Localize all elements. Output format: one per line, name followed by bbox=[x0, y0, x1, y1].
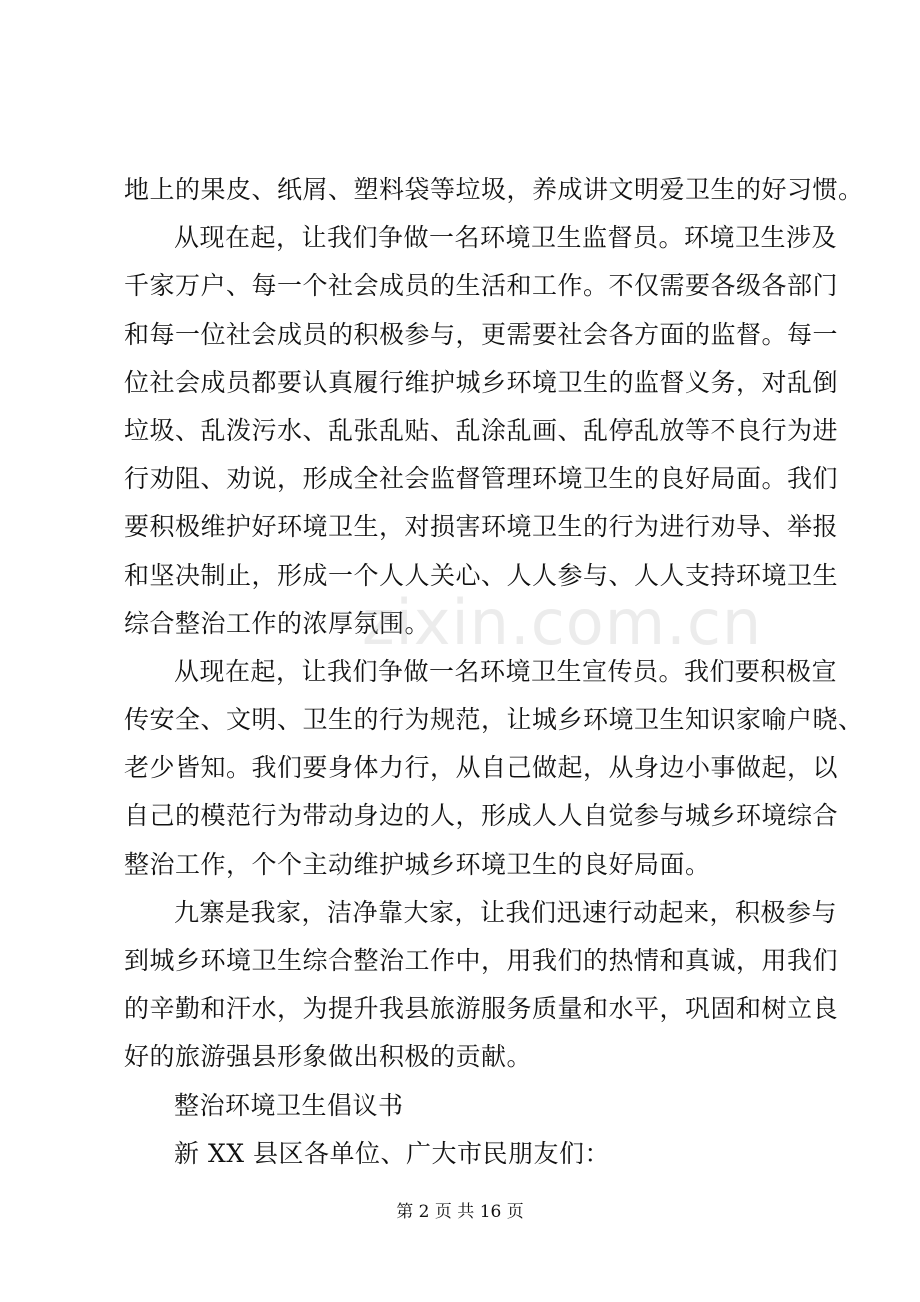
text-line: 垃圾、乱泼污水、乱张乱贴、乱涂乱画、乱停乱放等不良行为进 bbox=[124, 415, 839, 445]
text-line: 从现在起，让我们争做一名环境卫生监督员。环境卫生涉及 bbox=[174, 223, 838, 253]
text-line: 到城乡环境卫生综合整治工作中，用我们的热情和真诚，用我们 bbox=[124, 946, 839, 975]
text-line: 整治环境卫生倡议书 bbox=[174, 1090, 404, 1120]
watermark: zixin.com.cn bbox=[362, 586, 763, 659]
text-line: 位社会成员都要认真履行维护城乡环境卫生的监督义务，对乱倒 bbox=[124, 367, 839, 397]
text-line: 自己的模范行为带动身边的人，形成人人自觉参与城乡环境综合 bbox=[124, 801, 839, 831]
text-line: 好的旅游强县形象做出积极的贡献。 bbox=[124, 1042, 533, 1072]
text-line: 要积极维护好环境卫生，对损害环境卫生的行为进行劝导、举报 bbox=[124, 512, 839, 542]
text-line: 从现在起，让我们争做一名环境卫生宣传员。我们要积极宣 bbox=[174, 656, 838, 686]
text-line: 和每一位社会成员的积极参与，更需要社会各方面的监督。每一 bbox=[124, 319, 839, 349]
text-line: 传安全、文明、卫生的行为规范，让城乡环境卫生知识家喻户晓、 bbox=[124, 705, 864, 735]
text-line: 整治工作，个个主动维护城乡环境卫生的良好局面。 bbox=[124, 849, 711, 879]
page-footer: 第 2 页 共 16 页 bbox=[396, 1202, 524, 1222]
document-body bbox=[124, 166, 864, 1178]
text-line: 老少皆知。我们要身体力行，从自己做起，从身边小事做起，以 bbox=[124, 753, 839, 783]
text-line: 新 XX 县区各单位、广大市民朋友们： bbox=[174, 1138, 610, 1168]
text-line: 地上的果皮、纸屑、塑料袋等垃圾，养成讲文明爱卫生的好习惯。 bbox=[124, 175, 864, 204]
text-line: 的辛勤和汗水，为提升我县旅游服务质量和水平，巩固和树立良 bbox=[124, 994, 839, 1024]
text-line: 九寨是我家，洁净靠大家，让我们迅速行动起来，积极参与 bbox=[174, 897, 838, 927]
text-line: 行劝阻、劝说，形成全社会监督管理环境卫生的良好局面。我们 bbox=[124, 464, 839, 494]
text-line: 和坚决制止，形成一个人人关心、人人参与、人人支持环境卫生 bbox=[124, 560, 839, 590]
text-line: 千家万户、每一个社会成员的生活和工作。不仅需要各级各部门 bbox=[124, 271, 839, 301]
text-line: 综合整治工作的浓厚氛围。 bbox=[124, 608, 431, 638]
